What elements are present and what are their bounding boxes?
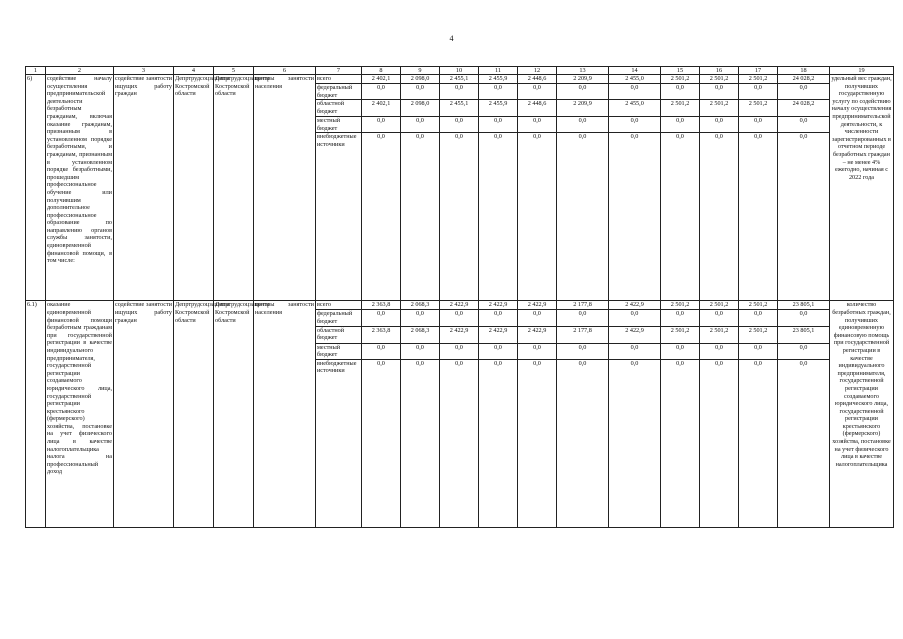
column-number: 14	[609, 67, 661, 75]
funding-source: местный бюджет	[316, 117, 362, 133]
funding-value: 2 098,0	[401, 75, 440, 84]
funding-value: 2 501,2	[739, 100, 778, 117]
funding-source: областной бюджет	[316, 100, 362, 117]
funding-value: 2 501,2	[661, 301, 700, 310]
funding-value: 0,0	[401, 359, 440, 527]
funding-value: 2 455,1	[440, 75, 479, 84]
funding-value: 0,0	[440, 133, 479, 301]
funding-value: 0,0	[440, 359, 479, 527]
column-number: 5	[214, 67, 254, 75]
funding-value: 0,0	[609, 343, 661, 359]
funding-source: местный бюджет	[316, 343, 362, 359]
funding-value: 0,0	[739, 84, 778, 100]
funding-value: 24 028,2	[778, 75, 830, 84]
funding-value: 0,0	[479, 310, 518, 326]
measure-goal: содействие занятости ищущих работу граждан	[114, 75, 174, 301]
funding-value: 2 501,2	[739, 75, 778, 84]
funding-value: 0,0	[609, 133, 661, 301]
funding-value: 2 455,1	[440, 100, 479, 117]
funding-value: 2 501,2	[661, 100, 700, 117]
funding-value: 0,0	[440, 117, 479, 133]
funding-value: 2 209,9	[557, 75, 609, 84]
funding-source: внебюджетные источники	[316, 359, 362, 527]
participants: центры занятости населения	[254, 75, 316, 301]
funding-source: внебюджетные источники	[316, 133, 362, 301]
funding-value: 2 363,8	[362, 326, 401, 343]
funding-value: 0,0	[778, 133, 830, 301]
funding-value: 2 422,9	[518, 326, 557, 343]
column-number: 17	[739, 67, 778, 75]
funding-value: 0,0	[401, 84, 440, 100]
funding-value: 2 422,9	[479, 301, 518, 310]
funding-value: 23 805,1	[778, 326, 830, 343]
funding-value: 0,0	[609, 310, 661, 326]
funding-value: 0,0	[440, 343, 479, 359]
funding-value: 2 448,6	[518, 75, 557, 84]
funding-value: 2 177,8	[557, 301, 609, 310]
funding-value: 0,0	[661, 133, 700, 301]
funding-value: 2 363,8	[362, 301, 401, 310]
column-number: 1	[26, 67, 46, 75]
funding-value: 0,0	[609, 84, 661, 100]
funding-value: 0,0	[700, 117, 739, 133]
funding-value: 0,0	[739, 310, 778, 326]
column-number: 6	[254, 67, 316, 75]
co-executor: Депртрудсоцзащиты Костромской области	[214, 301, 254, 527]
funding-value: 0,0	[661, 359, 700, 527]
funding-value: 0,0	[778, 343, 830, 359]
row-number: 6)	[26, 75, 46, 301]
table-row	[26, 301, 894, 310]
column-number: 18	[778, 67, 830, 75]
funding-value: 0,0	[518, 310, 557, 326]
funding-value: 2 501,2	[700, 301, 739, 310]
funding-value: 2 501,2	[700, 100, 739, 117]
funding-value: 2 455,0	[609, 75, 661, 84]
funding-value: 0,0	[661, 117, 700, 133]
funding-value: 0,0	[362, 84, 401, 100]
column-number: 15	[661, 67, 700, 75]
measure-name: оказание единовременной финансовой помощи безработным гражданам при государственной регистрации в качестве индивидуального предпринимателя, государственной регистрации создаваемого юридического лица, государственной регистрации крестьянского (фермерского) хозяйства, постановке на учет физического лица в качестве налогоплательщика налога на профессиональный доход	[46, 301, 114, 527]
funding-value: 0,0	[479, 133, 518, 301]
funding-value: 0,0	[700, 84, 739, 100]
funding-value: 0,0	[557, 117, 609, 133]
funding-value: 2 402,1	[362, 100, 401, 117]
funding-value: 2 455,9	[479, 100, 518, 117]
column-number: 2	[46, 67, 114, 75]
funding-value: 0,0	[479, 359, 518, 527]
funding-value: 2 455,9	[479, 75, 518, 84]
funding-source: федеральный бюджет	[316, 310, 362, 326]
column-number: 11	[479, 67, 518, 75]
funding-value: 0,0	[362, 117, 401, 133]
funding-value: 0,0	[700, 133, 739, 301]
column-number: 9	[401, 67, 440, 75]
funding-value: 0,0	[362, 133, 401, 301]
funding-value: 2 177,8	[557, 326, 609, 343]
funding-value: 2 209,9	[557, 100, 609, 117]
funding-value: 0,0	[518, 359, 557, 527]
funding-value: 0,0	[557, 343, 609, 359]
funding-value: 0,0	[661, 343, 700, 359]
funding-value: 0,0	[557, 310, 609, 326]
funding-source: всего	[316, 301, 362, 310]
responsible-executor: Депртрудсоцзащиты Костромской области	[174, 301, 214, 527]
funding-value: 2 501,2	[700, 75, 739, 84]
funding-value: 2 098,0	[401, 100, 440, 117]
column-number-row	[26, 67, 894, 75]
funding-value: 0,0	[479, 117, 518, 133]
funding-value: 0,0	[362, 310, 401, 326]
funding-value: 2 422,9	[609, 326, 661, 343]
target-indicator: количество безработных граждан, получивших единовременную финансовую помощь при государственной регистрации в качестве индивидуального предпринимателя, государственной регистрации создаваемого юридического лица, государственной регистрации крестьянского (фермерского) хозяйства, постановке на учет физического лица в качестве налогоплательщика	[830, 301, 894, 527]
funding-value: 23 805,1	[778, 301, 830, 310]
funding-value: 24 028,2	[778, 100, 830, 117]
funding-value: 0,0	[700, 310, 739, 326]
funding-value: 0,0	[479, 84, 518, 100]
funding-value: 0,0	[362, 359, 401, 527]
target-indicator: удельный вес граждан, получивших государственную услугу по содействию началу осуществления предпринимательской деятельности, к численности зарегистрированных в отчетном периоде безработных граждан – не менее 4% ежегодно, начиная с 2022 года	[830, 75, 894, 301]
funding-value: 0,0	[661, 84, 700, 100]
responsible-executor: Депртрудсоцзащиты Костромской области	[174, 75, 214, 301]
column-number: 8	[362, 67, 401, 75]
column-number: 13	[557, 67, 609, 75]
column-number: 10	[440, 67, 479, 75]
funding-value: 2 402,1	[362, 75, 401, 84]
co-executor: Депртрудсоцзащиты Костромской области	[214, 75, 254, 301]
funding-value: 2 501,2	[739, 301, 778, 310]
funding-value: 0,0	[440, 84, 479, 100]
funding-value: 0,0	[739, 359, 778, 527]
funding-value: 2 422,9	[479, 326, 518, 343]
column-number: 19	[830, 67, 894, 75]
funding-value: 0,0	[401, 117, 440, 133]
funding-source: областной бюджет	[316, 326, 362, 343]
funding-value: 0,0	[557, 359, 609, 527]
funding-value: 2 422,9	[440, 326, 479, 343]
funding-value: 0,0	[401, 343, 440, 359]
funding-value: 0,0	[661, 310, 700, 326]
funding-value: 0,0	[401, 133, 440, 301]
funding-value: 2 501,2	[661, 75, 700, 84]
funding-value: 0,0	[401, 310, 440, 326]
funding-value: 0,0	[557, 133, 609, 301]
measure-name: содействие началу осуществления предпринимательской деятельности безработным гражданам, включая оказание гражданам, признанным в установленном порядке безработными, и гражданам, признанным в установленном порядке безработными, прошедшим профессиональное обучение или получившим дополнительное профессиональное образование по направлению органов службы занятости, единовременной финансовой помощи, в том числе:	[46, 75, 114, 301]
funding-value: 0,0	[700, 343, 739, 359]
funding-value: 0,0	[778, 310, 830, 326]
funding-value: 0,0	[440, 310, 479, 326]
funding-value: 0,0	[739, 343, 778, 359]
row-number: 6.1)	[26, 301, 46, 527]
funding-value: 2 422,9	[440, 301, 479, 310]
funding-value: 2 448,6	[518, 100, 557, 117]
funding-value: 0,0	[518, 117, 557, 133]
page-number: 4	[449, 34, 454, 43]
funding-value: 0,0	[518, 343, 557, 359]
funding-value: 0,0	[739, 117, 778, 133]
table-row	[26, 75, 894, 84]
funding-source: федеральный бюджет	[316, 84, 362, 100]
funding-value: 2 068,3	[401, 301, 440, 310]
column-number: 3	[114, 67, 174, 75]
funding-value: 0,0	[362, 343, 401, 359]
funding-value: 0,0	[778, 359, 830, 527]
column-number: 16	[700, 67, 739, 75]
program-table	[25, 66, 894, 528]
funding-source: всего	[316, 75, 362, 84]
funding-value: 2 422,9	[609, 301, 661, 310]
funding-value: 2 501,2	[661, 326, 700, 343]
funding-value: 0,0	[609, 359, 661, 527]
column-number: 7	[316, 67, 362, 75]
funding-value: 0,0	[518, 84, 557, 100]
column-number: 4	[174, 67, 214, 75]
funding-value: 2 501,2	[700, 326, 739, 343]
funding-value: 0,0	[778, 117, 830, 133]
funding-value: 2 455,0	[609, 100, 661, 117]
funding-value: 0,0	[778, 84, 830, 100]
funding-value: 0,0	[609, 117, 661, 133]
funding-value: 0,0	[557, 84, 609, 100]
funding-value: 2 068,3	[401, 326, 440, 343]
measure-goal: содействие занятости ищущих работу граждан	[114, 301, 174, 527]
funding-value: 2 501,2	[739, 326, 778, 343]
participants: центры занятости населения	[254, 301, 316, 527]
funding-value: 0,0	[518, 133, 557, 301]
column-number: 12	[518, 67, 557, 75]
funding-value: 0,0	[700, 359, 739, 527]
funding-value: 0,0	[479, 343, 518, 359]
funding-value: 0,0	[739, 133, 778, 301]
funding-value: 2 422,9	[518, 301, 557, 310]
